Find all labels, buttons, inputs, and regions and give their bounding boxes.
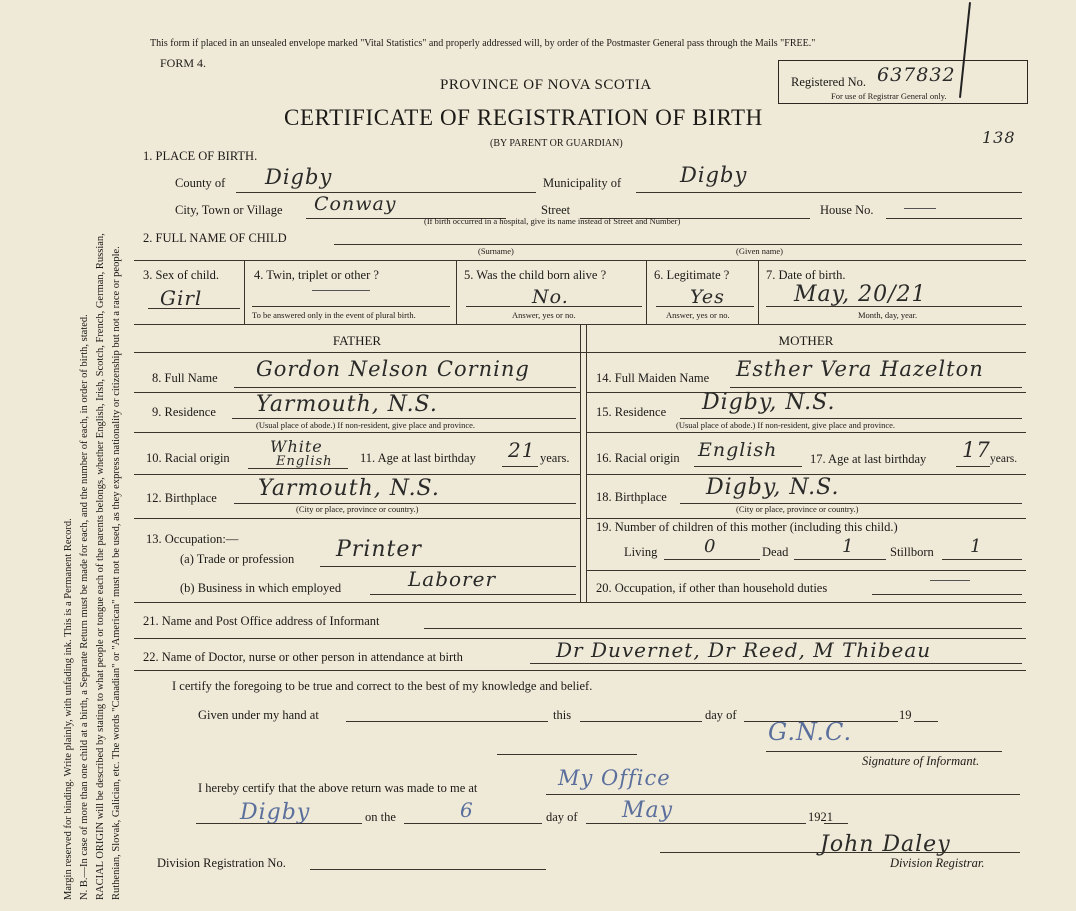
mother-racial-value: English xyxy=(698,439,778,461)
legitimate-note: Answer, yes or no. xyxy=(666,310,730,320)
born-alive-label: 5. Was the child born alive ? xyxy=(464,268,607,282)
father-heading: FATHER xyxy=(332,333,382,348)
date-of-birth-value: May, 20/21 xyxy=(794,282,927,307)
mother-children-label: 19. Number of children of this mother (including this child.) xyxy=(596,520,898,534)
signature-informant-label: Signature of Informant. xyxy=(862,754,980,768)
dead-value: 1 xyxy=(842,536,855,557)
date-of-birth-label: 7. Date of birth. xyxy=(766,268,846,282)
mother-age-value: 17 xyxy=(962,438,991,462)
informant-label: 21. Name and Post Office address of Informant xyxy=(143,614,380,628)
attendant-label: 22. Name of Doctor, nurse or other person in attendance at birth xyxy=(143,650,463,664)
father-years: years. xyxy=(540,451,570,465)
hereby-certify-label: I hereby certify that the above return was made to me at xyxy=(198,781,478,795)
mother-residence-note: (Usual place of abode.) If non-resident, give place and province. xyxy=(676,420,896,430)
division-registrar-label: Division Registrar. xyxy=(890,856,985,870)
county-label: County of xyxy=(175,176,226,190)
mother-age-label: 17. Age at last birthday xyxy=(810,452,927,466)
registration-year-value: 1921 xyxy=(808,810,833,824)
margin-line-racial: RACIAL ORIGIN will be described by stating to what people or tongue each of the parents belongs, whether English, Irish, Scotch, French, German, Russian, xyxy=(95,233,106,900)
mother-heading: MOTHER xyxy=(778,333,834,348)
municipality-value: Digby xyxy=(680,163,748,187)
father-racial-value-2: English xyxy=(276,454,333,469)
father-racial-label: 10. Racial origin xyxy=(146,451,230,465)
child-name-label: 2. FULL NAME OF CHILD xyxy=(143,231,287,245)
twin-note: To be answered only in the event of plural birth. xyxy=(252,310,416,320)
city-label: City, Town or Village xyxy=(175,203,283,217)
this-label: this xyxy=(553,708,572,722)
stillborn-label: Stillborn xyxy=(890,545,934,559)
margin-line-binding: Margin reserved for binding. Write plainly, with unfading ink. This is a Permanent Record. xyxy=(63,518,74,900)
certificate-subtitle: (BY PARENT OR GUARDIAN) xyxy=(490,138,623,149)
year-prefix: 19 xyxy=(899,708,912,722)
mother-name-label: 14. Full Maiden Name xyxy=(596,371,710,385)
mother-years: years. xyxy=(990,453,1018,465)
city-value: Conway xyxy=(314,193,397,215)
legitimate-label: 6. Legitimate ? xyxy=(654,268,730,282)
street-label: Street xyxy=(541,203,571,217)
born-alive-note: Answer, yes or no. xyxy=(512,310,576,320)
county-value: Digby xyxy=(265,165,333,189)
legitimate-value: Yes xyxy=(690,286,725,308)
informant-initials: G.N.C. xyxy=(768,718,853,746)
mother-birthplace-note: (City or place, province or country.) xyxy=(736,504,859,514)
registered-number-box xyxy=(778,60,1028,104)
on-the-label: on the xyxy=(365,810,396,824)
form-number: FORM 4. xyxy=(160,56,207,70)
given-name-label: (Given name) xyxy=(736,246,783,256)
twin-label: 4. Twin, triplet or other ? xyxy=(254,268,379,282)
given-under-label: Given under my hand at xyxy=(198,708,319,722)
mother-birthplace-label: 18. Birthplace xyxy=(596,490,667,504)
mother-name-value: Esther Vera Hazelton xyxy=(736,357,984,381)
mother-birthplace-value: Digby, N.S. xyxy=(706,475,840,500)
corner-mark: 138 xyxy=(982,128,1016,147)
attendant-value: Dr Duvernet, Dr Reed, M Thibeau xyxy=(556,638,932,662)
house-number-label: House No. xyxy=(820,203,874,217)
postal-notice: This form if placed in an unsealed envelope marked "Vital Statistics" and properly addressed will, by order of the Postmaster General pass through the Mails "FREE." xyxy=(150,38,816,49)
registrar-general-note: For use of Registrar General only. xyxy=(831,91,947,101)
municipality-label: Municipality of xyxy=(543,176,622,190)
sex-label: 3. Sex of child. xyxy=(143,268,220,282)
registration-day-value: 6 xyxy=(460,798,474,822)
mother-residence-value: Digby, N.S. xyxy=(702,390,836,415)
father-birthplace-label: 12. Birthplace xyxy=(146,491,217,505)
date-of-birth-note: Month, day, year. xyxy=(858,310,918,320)
father-name-label: 8. Full Name xyxy=(152,371,218,385)
surname-label: (Surname) xyxy=(478,246,514,256)
father-racial-value: White xyxy=(270,437,323,456)
registration-day-of-label: day of xyxy=(546,810,578,824)
born-alive-value: No. xyxy=(532,286,569,308)
father-residence-label: 9. Residence xyxy=(152,405,216,419)
registration-month-value: May xyxy=(622,798,674,823)
father-birthplace-value: Yarmouth, N.S. xyxy=(258,476,440,501)
dead-label: Dead xyxy=(762,545,789,559)
mother-racial-label: 16. Racial origin xyxy=(596,451,680,465)
registrar-signature: John Daley xyxy=(820,832,951,857)
division-registration-label: Division Registration No. xyxy=(157,856,286,870)
place-of-birth-label: 1. PLACE OF BIRTH. xyxy=(143,149,258,163)
father-age-value: 21 xyxy=(508,438,536,462)
father-business-value: Laborer xyxy=(408,567,497,591)
margin-instructions xyxy=(0,0,132,911)
mother-residence-label: 15. Residence xyxy=(596,405,667,419)
living-value: 0 xyxy=(704,536,717,557)
margin-line-nb: N. B.—In case of more than one child at a birth, a Separate Return must be made for each, and the number of each, in order of birth, stated. xyxy=(79,314,90,900)
margin-line-ruthenian: Ruthenian, Slovak, Galician, etc. The words "Canadian" or "American" must not be used, as they express nationality or citizenship but not a race or people. xyxy=(111,246,122,900)
father-residence-value: Yarmouth, N.S. xyxy=(256,392,438,417)
registered-label: Registered No. xyxy=(791,75,866,89)
father-birthplace-note: (City or place, province or country.) xyxy=(296,504,419,514)
father-name-value: Gordon Nelson Corning xyxy=(256,357,530,381)
father-business-label: (b) Business in which employed xyxy=(180,581,342,595)
hospital-note: (If birth occurred in a hospital, give its name instead of Street and Number) xyxy=(424,216,681,226)
province-heading: PROVINCE OF NOVA SCOTIA xyxy=(440,77,652,93)
father-trade-value: Printer xyxy=(336,537,422,562)
day-of-label: day of xyxy=(705,708,737,722)
father-age-label: 11. Age at last birthday xyxy=(360,451,476,465)
stillborn-value: 1 xyxy=(970,536,983,557)
mother-occupation-label: 20. Occupation, if other than household duties xyxy=(596,581,828,595)
father-residence-note: (Usual place of abode.) If non-resident, give place and province. xyxy=(256,420,476,430)
living-label: Living xyxy=(624,545,658,559)
sex-value: Girl xyxy=(160,286,203,310)
father-trade-label: (a) Trade or profession xyxy=(180,552,295,566)
registered-number: 637832 xyxy=(877,64,956,86)
certify-statement: I certify the foregoing to be true and correct to the best of my knowledge and belief. xyxy=(172,679,593,693)
certificate-title: CERTIFICATE OF REGISTRATION OF BIRTH xyxy=(284,105,763,130)
father-occupation-label: 13. Occupation:— xyxy=(146,532,239,546)
return-location-value: My Office xyxy=(558,766,671,790)
registration-place-value: Digby xyxy=(240,800,311,825)
